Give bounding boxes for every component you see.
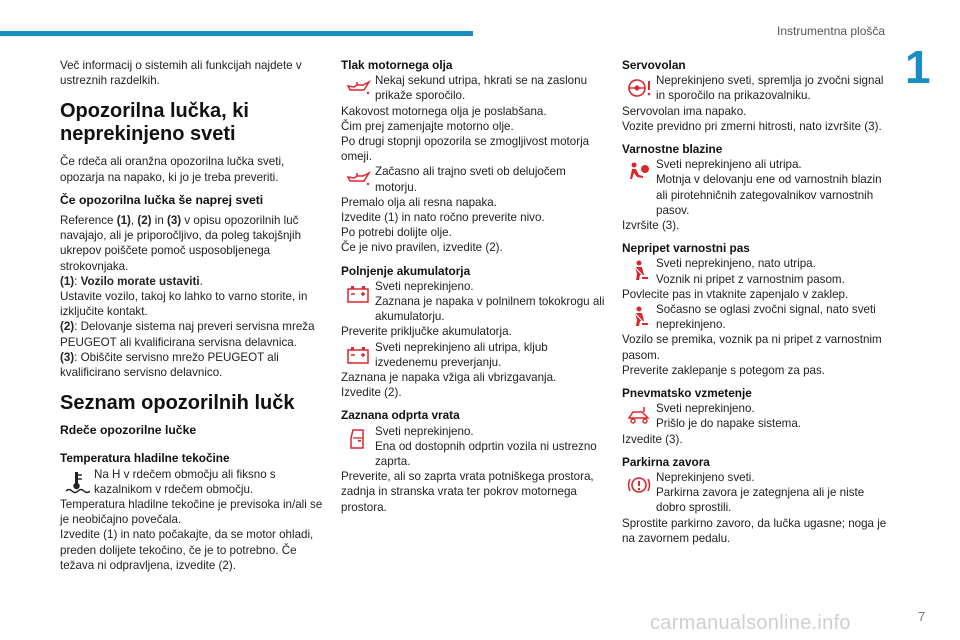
seatbelt-warning-row	[622, 256, 892, 286]
seatbelt-warning-row-2	[622, 302, 892, 332]
suspension-text-1: Izvedite (3).	[622, 432, 683, 446]
battery-icon-text: Sveti neprekinjeno.	[375, 279, 474, 293]
seatbelt-icon	[622, 256, 656, 286]
airbag-icon-text: Sveti neprekinjeno ali utripa.	[656, 158, 802, 172]
coolant-text: Temperatura hladilne tekočine je previsoka in/ali se je neobičajno povečala.	[60, 498, 323, 527]
battery-icon	[341, 279, 375, 309]
oil-text-7: Če je nivo pravilen, izvedite (2).	[341, 241, 503, 255]
battery-icon-text-2: Sveti neprekinjeno ali utripa, kljub izvedenemu preverjanju.	[375, 340, 548, 369]
oil-warning-row	[341, 73, 606, 103]
column-1	[60, 58, 328, 573]
airbag-icon	[622, 157, 656, 187]
heading-red-lights: Rdeče opozorilne lučke	[60, 423, 197, 438]
heading-seatbelt: Nepripet varnostni pas	[622, 241, 750, 256]
oil-warning-row-2	[341, 164, 606, 194]
watermark: carmanualsonline.info	[650, 612, 851, 634]
warning-text: Če rdeča ali oranžna opozorilna lučka sveti, opozarja na napako, ki jo je treba preveriti.	[60, 155, 285, 184]
chapter-number: 1	[905, 41, 931, 93]
airbag-text-1: Izvršite (3).	[622, 219, 680, 233]
heading-battery: Polnjenje akumulatorja	[341, 263, 471, 278]
steering-text-1: Servovolan ima napako.	[622, 104, 747, 118]
heading-door-open: Zaznana odprta vrata	[341, 408, 460, 423]
oil-text-1: Kakovost motornega olja je poslabšana.	[341, 104, 547, 118]
heading-coolant-temp: Temperatura hladilne tekočine	[60, 451, 230, 466]
brake-icon-text: Neprekinjeno sveti.	[656, 471, 755, 485]
battery-text-1: Preverite priključke akumulatorja.	[341, 325, 512, 339]
coolant-icon-text: Na H v rdečem območju ali fiksno s kazalnikom v rdečem območju.	[94, 467, 276, 496]
seatbelt-icon-text-2: Sočasno se oglasi zvočni signal, nato sveti neprekinjeno.	[656, 303, 876, 332]
intro-text: Več informacij o sistemih ali funkcijah najdete v ustreznih razdelkih.	[60, 59, 302, 88]
heading-parking-brake: Parkirna zavora	[622, 454, 710, 469]
door-icon-text-b: Ena od dostopnih odprtin vozila ni ustrezno zaprta.	[375, 439, 597, 469]
oil-text-3: Po drugi stopnji opozorila se zmogljivost motorja omeji.	[341, 135, 590, 164]
reference-2: (2): Delovanje sistema naj preveri servisna mreža PEUGEOT ali kvalificirana servisna delavnica.	[60, 320, 315, 349]
heading-still-lit: Če opozorilna lučka še naprej sveti	[60, 192, 264, 207]
references-text: Reference (1), (2) in (3) v opisu opozorilnih luč navajajo, ali je priporočljivo, da poleg takojšnjih ukrepov poiščete pomoč usposobljenega strokovnjaka.	[60, 214, 302, 273]
coolant-warning-row	[60, 467, 328, 497]
heading-warning-light: Opozorilna lučka, ki neprekinjeno sveti	[60, 100, 249, 146]
seatbelt-icon-text: Sveti neprekinjeno, nato utripa.	[656, 257, 816, 271]
oil-can-icon	[341, 164, 375, 194]
seatbelt-text-2: Vozilo se premika, voznik pa ni pripet z varnostnim pasom.	[622, 333, 882, 362]
airbag-warning-row	[622, 157, 892, 218]
oil-text-4: Premalo olja ali resna napaka.	[341, 195, 497, 209]
oil-text-6: Po potrebi dolijte olje.	[341, 226, 452, 240]
heading-air-suspension: Pnevmatsko vzmetenje	[622, 386, 752, 401]
column-3	[622, 58, 892, 546]
door-icon-text: Sveti neprekinjeno.	[375, 424, 474, 438]
oil-icon-text-2: Začasno ali trajno sveti ob delujočem motorju.	[375, 165, 566, 194]
header-accent-bar	[0, 31, 473, 36]
oil-text-2: Čim prej zamenjajte motorno olje.	[341, 119, 514, 133]
airbag-icon-text-b: Motnja v delovanju ene od varnostnih blazin ali pirotehničnih zategovalnikov varnostnih pasov.	[656, 173, 882, 217]
door-text-1: Preverite, ali so zaprta vrata potniškega prostora, zadnja in stranska vrata ter pokrov motornega prostora.	[341, 470, 594, 514]
battery-warning-row	[341, 279, 606, 325]
seatbelt-icon-text-b: Voznik ni pripet z varnostnim pasom.	[656, 272, 845, 286]
suspension-icon-text-b: Prišlo je do napake sistema.	[656, 417, 801, 431]
page-number: 7	[918, 609, 926, 624]
battery-icon	[341, 340, 375, 370]
coolant-text-2: Izvedite (1) in nato počakajte, da se motor ohladi, preden dolijete tekočino, če je to potrebno. Če težava ni odpravljena, izvedite (2).	[60, 528, 314, 572]
brake-icon-text-b: Parkirna zavora je zategnjena ali je niste dobro sprostili.	[656, 486, 865, 515]
battery-text-2: Zaznana je napaka vžiga ali vbrizgavanja.	[341, 371, 557, 385]
column-2	[341, 58, 606, 515]
power-steering-icon	[622, 73, 656, 103]
battery-warning-row-2	[341, 340, 606, 370]
steering-icon-text: Neprekinjeno sveti, spremlja jo zvočni signal in sporočilo na prikazovalniku.	[656, 74, 884, 103]
oil-text-5: Izvedite (1) in nato ročno preverite nivo.	[341, 211, 545, 225]
seatbelt-text-3: Preverite zaklepanje s potegom za pas.	[622, 363, 826, 377]
battery-icon-text-b: Zaznana je napaka v polnilnem tokokrogu ali akumulatorju.	[375, 295, 605, 324]
heading-airbags: Varnostne blazine	[622, 142, 723, 157]
header-title: Instrumentna plošča	[777, 24, 886, 38]
oil-icon-text: Nekaj sekund utripa, hkrati se na zaslonu prikaže sporočilo.	[375, 74, 588, 103]
battery-text-3: Izvedite (2).	[341, 386, 402, 400]
steering-text-2: Vozite previdno pri zmerni hitrosti, nato izvršite (3).	[622, 119, 882, 133]
heading-warning-list: Seznam opozorilnih lučk	[60, 392, 295, 415]
heading-power-steering: Servovolan	[622, 58, 686, 72]
door-open-icon	[341, 424, 375, 454]
suspension-icon-text: Sveti neprekinjeno.	[656, 402, 755, 416]
heading-oil-pressure: Tlak motornega olja	[341, 58, 453, 72]
reference-3: (3): Obiščite servisno mrežo PEUGEOT ali kvalificirano servisno delavnico.	[60, 350, 279, 380]
brake-text-1: Sprostite parkirno zavoro, da lučka ugasne; noga je na zavornem pedalu.	[622, 516, 887, 545]
brake-warning-row	[622, 470, 892, 516]
coolant-temperature-icon	[60, 467, 94, 497]
door-warning-row	[341, 424, 606, 470]
reference-1-text: Ustavite vozilo, takoj ko lahko to varno storite, in izključite kontakt.	[60, 290, 308, 319]
seatbelt-icon	[622, 302, 656, 332]
parking-brake-icon	[622, 470, 656, 500]
reference-1: (1): Vozilo morate ustaviti.	[60, 274, 203, 288]
steering-warning-row	[622, 73, 892, 103]
suspension-warning-row	[622, 401, 892, 431]
seatbelt-text-1: Povlecite pas in vtaknite zapenjalo v zaklep.	[622, 287, 849, 301]
oil-can-icon	[341, 73, 375, 103]
air-suspension-icon	[622, 401, 656, 431]
